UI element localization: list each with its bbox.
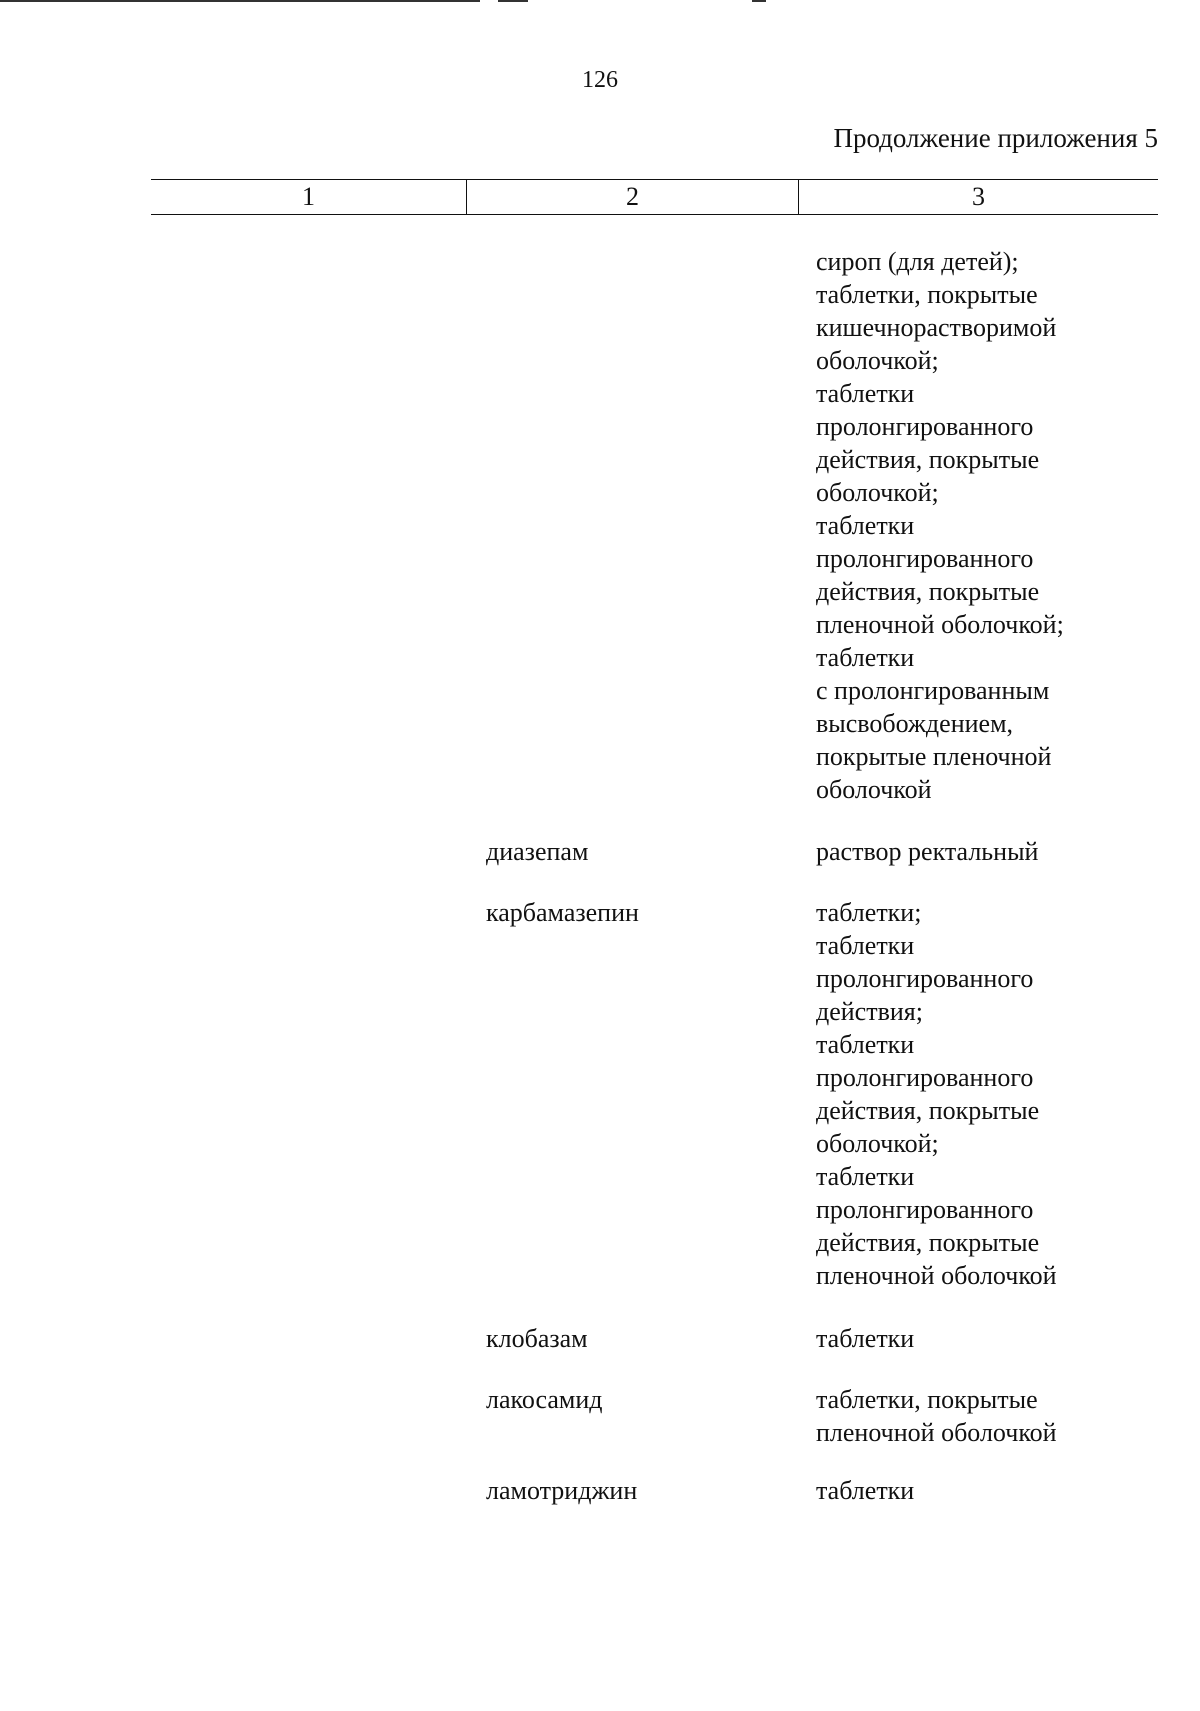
scan-mark-right: [752, 0, 766, 2]
dosage-form-line: пролонгированного: [816, 544, 1034, 573]
dosage-form-line: таблетки: [816, 1030, 915, 1059]
dosage-form-line: таблетки, покрытые: [816, 280, 1038, 309]
dosage-form-line: таблетки: [816, 511, 915, 540]
drug-name: лакосамид: [486, 1385, 603, 1414]
dosage-form-line: таблетки: [816, 931, 915, 960]
dosage-form-line: кишечнорастворимой: [816, 313, 1057, 342]
dosage-forms: [816, 1322, 1156, 1355]
dosage-form-line: покрытые пленочной: [816, 742, 1052, 771]
scan-mark-middle: [498, 0, 528, 2]
dosage-form-line: таблетки: [816, 379, 915, 408]
dosage-form-line: оболочкой;: [816, 1129, 939, 1158]
dosage-forms: [816, 1383, 1156, 1449]
dosage-form-line: пролонгированного: [816, 1195, 1034, 1224]
dosage-form-line: оболочкой;: [816, 478, 939, 507]
dosage-form-line: пленочной оболочкой: [816, 1418, 1057, 1447]
dosage-form-line: с пролонгированным: [816, 676, 1050, 705]
page-number: 126: [582, 67, 618, 93]
appendix-caption: Продолжение приложения 5: [833, 123, 1158, 153]
drug-name: клобазам: [486, 1324, 588, 1353]
dosage-form-line: таблетки: [816, 1324, 915, 1353]
dosage-forms: [816, 1474, 1156, 1507]
dosage-form-line: действия, покрытые: [816, 1228, 1040, 1257]
dosage-form-line: оболочкой;: [816, 346, 939, 375]
dosage-form-line: действия, покрытые: [816, 1096, 1040, 1125]
column-header-3: 3: [972, 182, 985, 211]
column-header-1: 1: [151, 180, 467, 214]
dosage-form-line: пленочной оболочкой;: [816, 610, 1064, 639]
dosage-forms: [816, 835, 1156, 868]
dosage-form-line: таблетки: [816, 1476, 915, 1505]
dosage-form-line: пролонгированного: [816, 964, 1034, 993]
dosage-form-line: таблетки, покрытые: [816, 1385, 1038, 1414]
drug-name: ламотриджин: [486, 1476, 638, 1505]
dosage-form-line: таблетки;: [816, 898, 922, 927]
drug-name: диазепам: [486, 837, 589, 866]
dosage-form-line: оболочкой: [816, 775, 932, 804]
dosage-form-line: действия, покрытые: [816, 577, 1040, 606]
dosage-forms: [816, 896, 1156, 1292]
drug-name: карбамазепин: [486, 898, 639, 927]
dosage-form-line: действия;: [816, 997, 923, 1026]
dosage-form-line: сироп (для детей);: [816, 247, 1019, 276]
dosage-form-line: раствор ректальный: [816, 837, 1039, 866]
dosage-form-line: пролонгированного: [816, 1063, 1034, 1092]
dosage-form-line: пленочной оболочкой: [816, 1261, 1057, 1290]
dosage-forms: [816, 245, 1156, 806]
dosage-form-line: пролонгированного: [816, 412, 1034, 441]
dosage-form-line: таблетки: [816, 1162, 915, 1191]
scan-mark-left: [0, 0, 480, 2]
dosage-form-line: таблетки: [816, 643, 915, 672]
table-header: [151, 179, 1158, 215]
column-header-2: 2: [467, 180, 799, 214]
dosage-form-line: высвобождением,: [816, 709, 1014, 738]
dosage-form-line: действия, покрытые: [816, 445, 1040, 474]
